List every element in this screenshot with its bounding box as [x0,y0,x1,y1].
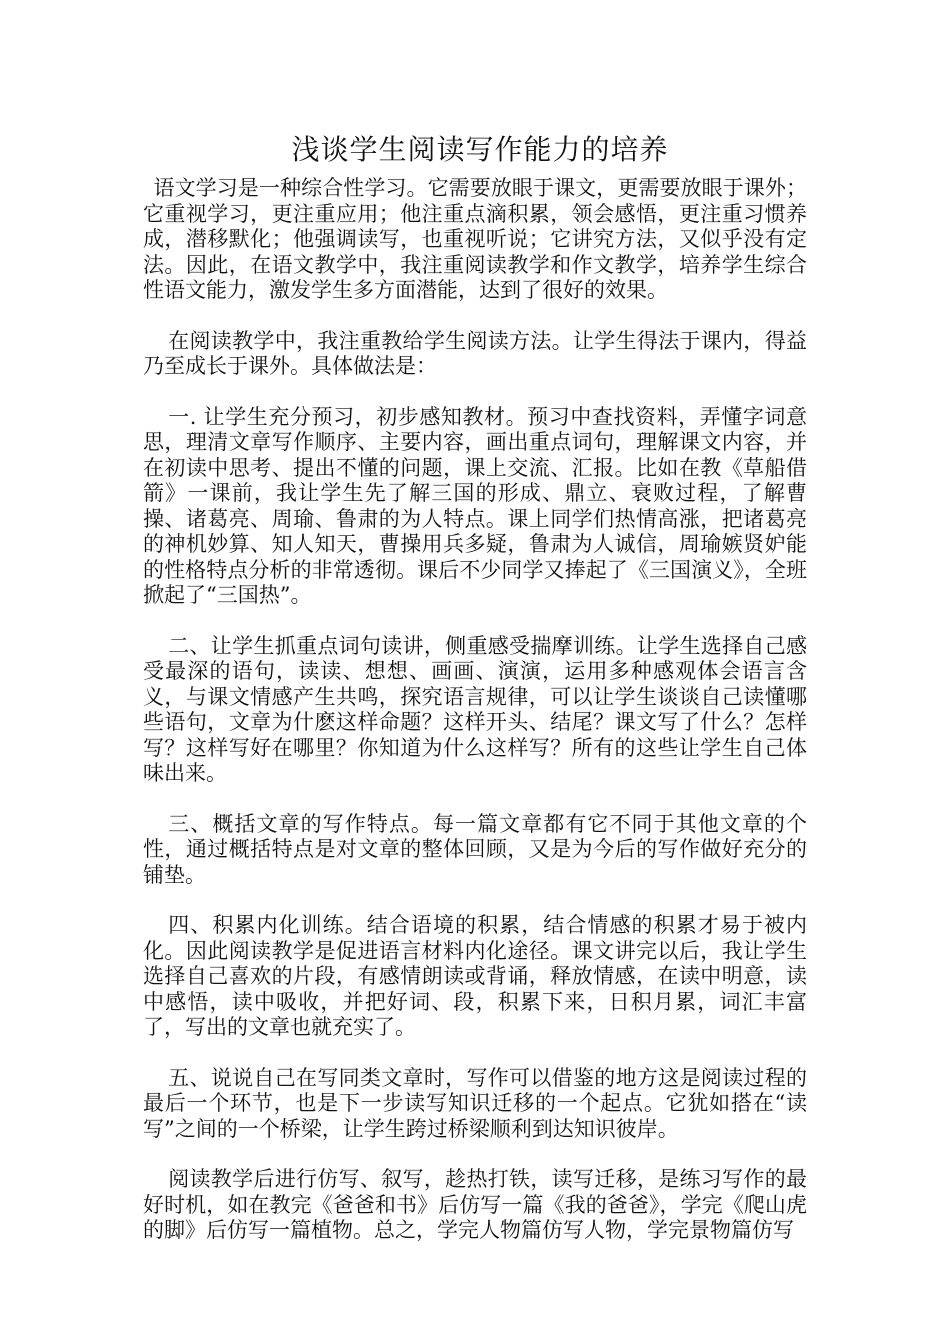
document-title: 浅谈学生阅读写作能力的培养 [291,133,669,166]
document-page [143,130,807,1269]
paragraph-step-two: 二、让学生抓重点词句读讲，侧重感受揣摩训练。让学生选择自己感受最深的语句，读读、想想、画画、演演，运用多种感观体会语言含义，与课文情感产生共鸣，探究语言规律，可以让学生谈谈自己读懂哪些语句，文章为什麽这样命题？这样开头、结尾？课文写了什么？怎样写？这样写好在哪里？你知道为什么这样写？所有的这些让学生自己体味出来。 [143,633,807,785]
paragraph-step-three: 三、概括文章的写作特点。每一篇文章都有它不同于其他文章的个性，通过概括特点是对文章的整体回顾，又是为今后的写作做好充分的铺垫。 [143,811,807,887]
paragraph-step-four: 四、积累内化训练。结合语境的积累，结合情感的积累才易于被内化。因此阅读教学是促进语言材料内化途径。课文讲完以后，我让学生选择自己喜欢的片段，有感情朗读或背诵，释放情感，在读中明意，读中感悟，读中吸收，并把好词、段，积累下来，日积月累，词汇丰富了，写出的文章也就充实了。 [143,913,807,1039]
paragraph-step-five: 五、说说自己在写同类文章时，写作可以借鉴的地方这是阅读过程的最后一个环节，也是下一步读写知识迁移的一个起点。它犹如搭在“读写”之间的一个桥梁，让学生跨过桥梁顺利到达知识彼岸。 [143,1065,807,1141]
paragraph-step-one: 一. 让学生充分预习，初步感知教材。预习中查找资料，弄懂字词意思，理清文章写作顺序、主要内容，画出重点词句，理解课文内容，并在初读中思考、提出不懂的问题，课上交流、汇报。比如在教《草船借箭》一课前，我让学生先了解三国的形成、鼎立、衰败过程，了解曹操、诸葛亮、周瑜、鲁肃的为人特点。课上同学们热情高涨，把诸葛亮的神机妙算、知人知天，曹操用兵多疑，鲁肃为人诚信，周瑜嫉贤妒能的性格特点分析的非常透彻。课后不少同学又捧起了《三国演义》，全班掀起了“三国热”。 [143,404,807,607]
paragraph-imitation-writing: 阅读教学后进行仿写、叙写，趁热打铁，读写迁移，是练习写作的最好时机，如在教完《爸爸和书》后仿写一篇《我的爸爸》，学完《爬山虎的脚》后仿写一篇植物。总之，学完人物篇仿写人物，学完景物篇仿写 [143,1167,807,1242]
paragraph-reading-method: 在阅读教学中，我注重教给学生阅读方法。让学生得法于课内，得益乃至成长于课外。具体做法是： [143,328,807,378]
paragraph-intro: 语文学习是一种综合性学习。它需要放眼于课文，更需要放眼于课外；它重视学习，更注重应用；他注重点滴积累，领会感悟，更注重习惯养成，潜移默化；他强调读写，也重视听说；它讲究方法，又似乎没有定法。因此，在语文教学中，我注重阅读教学和作文教学，培养学生综合性语文能力，激发学生多方面潜能，达到了很好的效果。 [143,176,807,302]
